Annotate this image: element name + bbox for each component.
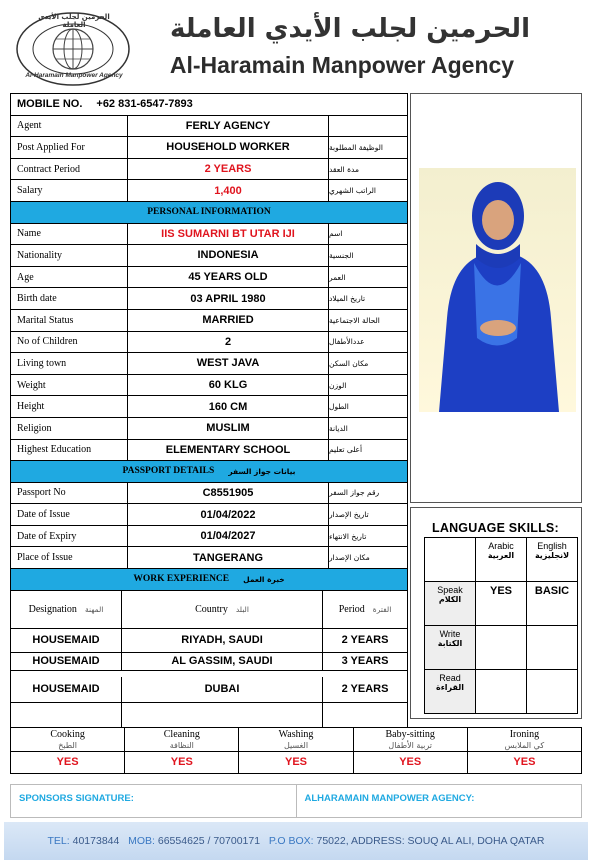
row-value: 03 APRIL 1980: [128, 288, 329, 309]
section-title-ar: بيانات جواز السفر: [228, 466, 296, 476]
row-label: Living town: [11, 353, 128, 374]
place-issue-row: [11, 547, 407, 569]
applicant-table: [10, 93, 408, 728]
row-label-ar: العمر: [329, 272, 346, 282]
corner-cell: [425, 538, 476, 582]
row-value: 2 YEARS: [128, 159, 329, 180]
row-label: Passport No: [11, 483, 128, 504]
row-value: 1,400: [128, 180, 329, 201]
row-label-ar: مدة العقد: [329, 164, 359, 174]
applicant-photo: [419, 168, 576, 412]
row-label: Write: [439, 629, 461, 639]
row-label: Nationality: [11, 245, 128, 266]
logo-arabic-text: الحرمين لجلب الأيدي العاملة: [38, 13, 110, 29]
row-label: Agent: [11, 116, 128, 137]
marital-row: [11, 310, 407, 332]
col-label: Arabic: [488, 541, 514, 551]
country-header: [122, 591, 323, 628]
row-value: 45 YEARS OLD: [128, 267, 329, 288]
row-label-ar: الكلام: [438, 595, 462, 604]
skill-value: YES: [56, 756, 79, 768]
skill-label: Washing: [278, 729, 314, 740]
row-value: IIS SUMARNI BT UTAR IJI: [128, 224, 329, 245]
skill-value: YES: [170, 756, 193, 768]
row-label-ar: أعلى تعليم: [329, 445, 363, 455]
row-label-ar: مكان الإصدار: [329, 553, 370, 563]
row-label-ar: الجنسية: [329, 250, 354, 260]
row-label: Salary: [11, 180, 128, 201]
col-english: [527, 538, 578, 582]
education-row: [11, 440, 407, 462]
skill-label: Baby-sitting: [385, 729, 435, 740]
row-label-ar: الوظيفة المطلوبة: [329, 142, 383, 152]
mob-label: MOB:: [128, 835, 155, 847]
section-title: PASSPORT DETAILS: [122, 466, 215, 477]
row-label-ar: تاريخ الإصدار: [329, 510, 369, 520]
work-row: [11, 671, 407, 703]
row-label: Religion: [11, 418, 128, 439]
row-value: MARRIED: [128, 310, 329, 331]
po-box-value: 75022, ADDRESS: SOUQ AL ALI, DOHA QATAR: [316, 835, 545, 847]
row-label-ar: عددالأطفال: [329, 337, 365, 347]
row-label-ar: اسم: [329, 229, 343, 239]
work-period: 3 YEARS: [341, 655, 389, 668]
work-country: RIYADH, SAUDI: [122, 629, 323, 652]
row-label: Date of Expiry: [11, 526, 128, 547]
write-arabic: [476, 626, 527, 670]
work-row: [11, 629, 407, 653]
row-label-ar: الراتب الشهري: [329, 186, 376, 196]
skill-cleaning: [125, 728, 239, 773]
designation-header: [11, 591, 122, 628]
work-experience-header: [11, 569, 407, 591]
work-period: 2 YEARS: [341, 634, 389, 647]
row-label-ar: القراءة: [435, 683, 465, 692]
salary-row: [11, 180, 407, 202]
row-label: Height: [11, 396, 128, 417]
skills-table: [10, 727, 582, 774]
skill-label-ar: النظافة: [169, 741, 194, 750]
row-label-ar: رقم جواز السفر: [329, 488, 380, 498]
religion-row: [11, 418, 407, 440]
tel-label: TEL:: [47, 835, 70, 847]
row-value: 01/04/2022: [128, 504, 329, 525]
sponsor-signature-field: SPONSORS SIGNATURE:: [11, 785, 297, 817]
row-value: 01/04/2027: [128, 526, 329, 547]
row-label: Highest Education: [11, 440, 128, 461]
personal-info-header: [11, 202, 407, 224]
language-table: [424, 537, 578, 714]
english-title: Al-Haramain Manpower Agency: [169, 52, 515, 78]
section-title: PERSONAL INFORMATION: [147, 207, 271, 218]
designation-label-ar: المهنة: [84, 604, 104, 614]
passport-header: [11, 461, 407, 483]
country-label: Country: [195, 603, 228, 615]
period-label: Period: [338, 603, 365, 615]
speak-arabic: [476, 582, 527, 626]
country-label-ar: البلد: [235, 604, 249, 614]
name-row: [11, 224, 407, 246]
skill-label: Cleaning: [163, 729, 200, 740]
skill-ironing: [468, 728, 581, 773]
period-label-ar: الفترة: [372, 604, 392, 614]
weight-row: [11, 375, 407, 397]
age-row: [11, 267, 407, 289]
speak-english: [527, 582, 578, 626]
col-label: English: [537, 541, 567, 551]
tel-value: 40173844: [72, 835, 120, 847]
col-label-ar: لانجليزية: [534, 551, 570, 560]
birthdate-row: [11, 288, 407, 310]
work-country: AL GASSIM, SAUDI: [122, 653, 323, 670]
children-row: [11, 332, 407, 354]
skill-washing: [239, 728, 353, 773]
row-label-ar: الكتابة: [437, 639, 463, 648]
row-value: WEST JAVA: [128, 353, 329, 374]
skill-label-ar: الغسيل: [283, 741, 309, 750]
section-title: WORK EXPERIENCE: [133, 574, 230, 585]
row-value: HOUSEHOLD WORKER: [128, 137, 329, 158]
agency-signature-field: ALHARAMAIN MANPOWER AGENCY:: [304, 793, 475, 804]
row-value: 2: [128, 332, 329, 353]
agent-row: [11, 116, 407, 138]
row-label-ar: الطول: [329, 402, 349, 412]
row-value: TANGERANG: [128, 547, 329, 568]
living-town-row: [11, 353, 407, 375]
skill-label-ar: الطبخ: [58, 741, 77, 750]
work-designation: HOUSEMAID: [11, 653, 122, 670]
mobile-number: +62 831-6547-7893: [96, 98, 193, 111]
work-period: 2 YEARS: [341, 683, 389, 696]
row-label: Age: [11, 267, 128, 288]
row-label: Name: [11, 224, 128, 245]
post-row: [11, 137, 407, 159]
row-label-ar: الديانة: [329, 423, 348, 433]
designation-label: Designation: [28, 603, 77, 615]
row-value: MUSLIM: [128, 418, 329, 439]
row-label-ar: [329, 116, 407, 137]
skill-label: Cooking: [50, 729, 85, 740]
work-designation: HOUSEMAID: [11, 629, 122, 652]
read-arabic: [476, 670, 527, 714]
row-write: [425, 626, 476, 670]
arabic-title: الحرمين لجلب الأيدي العاملة: [170, 14, 530, 44]
empty-cell: [122, 703, 323, 727]
row-read: [425, 670, 476, 714]
skill-value: YES: [513, 756, 536, 768]
col-arabic: [476, 538, 527, 582]
skill-label-ar: تربية الأطفال: [388, 741, 432, 750]
contract-row: [11, 159, 407, 181]
row-value: INDONESIA: [128, 245, 329, 266]
nationality-row: [11, 245, 407, 267]
logo-english-text: Al-Haramain Manpower Agency: [25, 72, 123, 79]
row-value: ELEMENTARY SCHOOL: [128, 440, 329, 461]
col-label-ar: العربية: [487, 551, 515, 560]
row-label: Marital Status: [11, 310, 128, 331]
row-label-ar: الحالة الاجتماعية: [329, 315, 380, 325]
skill-label-ar: كي الملابس: [504, 741, 545, 750]
row-label: Birth date: [11, 288, 128, 309]
row-label: Speak: [437, 585, 463, 595]
row-value: 160 CM: [128, 396, 329, 417]
row-label: No of Children: [11, 332, 128, 353]
skill-baby-sitting: [354, 728, 468, 773]
read-english: [527, 670, 578, 714]
mob-value: 66554625 / 70700171: [157, 835, 261, 847]
contact-footer: [4, 822, 588, 860]
row-value: 60 KLG: [128, 375, 329, 396]
mobile-label: MOBILE NO.: [17, 98, 83, 111]
row-speak: [425, 582, 476, 626]
work-country: DUBAI: [122, 677, 323, 702]
work-row-empty: [11, 703, 407, 727]
row-value: C8551905: [128, 483, 329, 504]
work-header-row: [11, 591, 407, 629]
row-label: Date of Issue: [11, 504, 128, 525]
row-label-ar: تاريخ الميلاد: [329, 294, 366, 304]
empty-cell: [11, 703, 122, 727]
skill-label: Ironing: [509, 729, 540, 740]
write-english: [527, 626, 578, 670]
work-designation: HOUSEMAID: [11, 677, 122, 702]
empty-cell: [323, 703, 407, 727]
passport-no-row: [11, 483, 407, 505]
po-box-label: P.O BOX:: [268, 835, 314, 847]
row-label-ar: مكان السكن: [329, 358, 369, 368]
cell-value: YES: [489, 585, 512, 597]
row-label: Weight: [11, 375, 128, 396]
mobile-row: [11, 94, 407, 116]
issue-date-row: [11, 504, 407, 526]
row-label-ar: تاريخ الانتهاء: [329, 531, 367, 541]
language-skills-title: LANGUAGE SKILLS:: [432, 521, 559, 535]
cell-value: BASIC: [534, 585, 570, 597]
work-row: [11, 653, 407, 671]
row-label-ar: الوزن: [329, 380, 347, 390]
height-row: [11, 396, 407, 418]
row-label: Read: [439, 673, 461, 683]
row-label: Post Applied For: [11, 137, 128, 158]
row-label: Place of Issue: [11, 547, 128, 568]
section-title-ar: خبرة العمل: [243, 574, 285, 584]
skill-value: YES: [285, 756, 308, 768]
row-value: FERLY AGENCY: [128, 116, 329, 137]
signature-row: [10, 784, 582, 818]
expiry-date-row: [11, 526, 407, 548]
row-label: Contract Period: [11, 159, 128, 180]
skill-cooking: [11, 728, 125, 773]
skill-value: YES: [399, 756, 422, 768]
period-header: [323, 591, 407, 628]
